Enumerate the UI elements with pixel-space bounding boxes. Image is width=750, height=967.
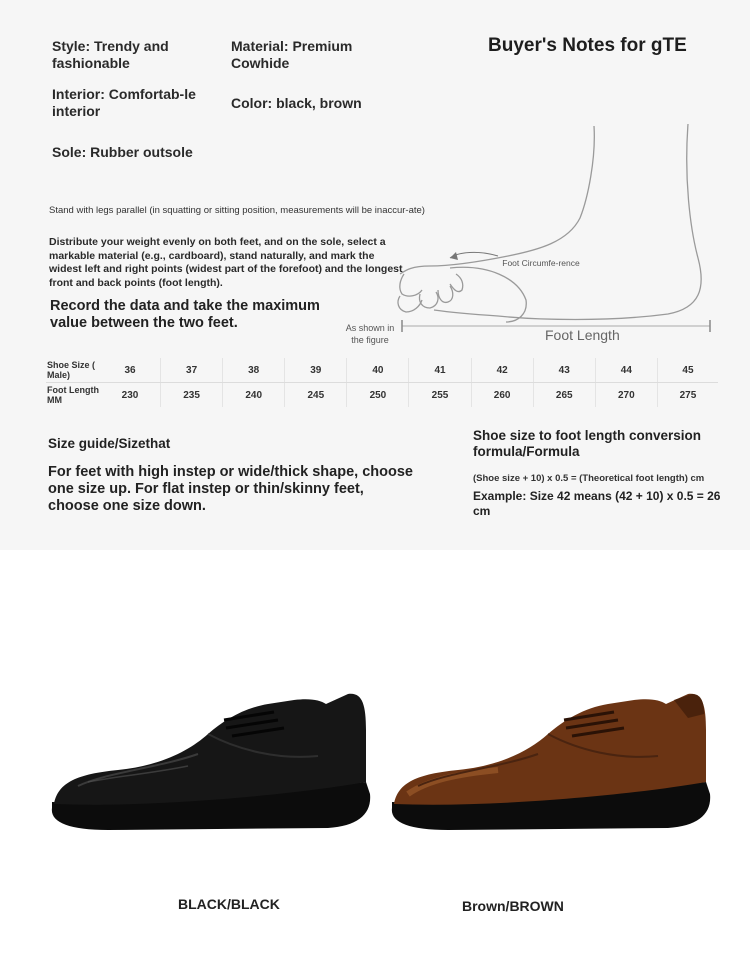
size-cell: 39	[285, 358, 347, 383]
size-cell: 38	[223, 358, 285, 383]
black-variant-label: BLACK/BLACK	[178, 896, 280, 912]
length-cell: 250	[347, 383, 409, 408]
size-cell: 45	[657, 358, 718, 383]
spec-material: Material: Premium Cowhide	[231, 38, 353, 71]
length-cell: 235	[161, 383, 223, 408]
formula-example: Example: Size 42 means (42 + 10) x 0.5 = 26 cm	[473, 489, 721, 518]
size-cell: 41	[409, 358, 471, 383]
brown-shoe-image	[388, 690, 718, 840]
arrow-head-icon	[450, 252, 458, 260]
foot-diagram	[338, 118, 718, 348]
page-title: Buyer's Notes for gTE	[488, 35, 687, 56]
instruction-marking: Distribute your weight evenly on both feet, and on the sole, select a markable material (e.g., cardboard), stand naturally, and mark the widest left and right points (widest part of the forefoot) and the longest front and back points (foot length).	[49, 236, 403, 289]
size-cell: 36	[100, 358, 161, 383]
size-table	[46, 358, 718, 407]
size-cell: 44	[595, 358, 657, 383]
spec-sole: Sole: Rubber outsole	[52, 144, 193, 160]
length-cell: 270	[595, 383, 657, 408]
length-cell: 230	[121, 389, 139, 401]
length-cell: 275	[657, 383, 718, 408]
length-cell: 265	[533, 383, 595, 408]
formula-heading: Shoe size to foot length conversion formula/Formula	[473, 428, 702, 459]
size-cell: 42	[471, 358, 533, 383]
spec-style: Style: Trendy and fashionable	[52, 38, 169, 71]
length-cell: 260	[471, 383, 533, 408]
size-cell: 37	[161, 358, 223, 383]
foot-outline	[398, 124, 701, 322]
foot-circumference-label: Foot Circumfe-rence	[502, 258, 580, 268]
foot-length-label: Foot Length	[545, 327, 620, 343]
size-guide-text: For feet with high instep or wide/thick shape, choose one size up. For flat instep or thin/skinny feet, choose one size down.	[48, 464, 413, 514]
table-row-sizes	[46, 358, 718, 383]
instruction-record: Record the data and take the maximum value between the two feet.	[50, 298, 320, 331]
length-cell: 245	[285, 383, 347, 408]
size-cell: 40	[347, 358, 409, 383]
instruction-stance: Stand with legs parallel (in squatting or sitting position, measurements will be inaccur-ate)	[49, 205, 425, 216]
row-label-size: Shoe Size ( Male)	[46, 358, 100, 383]
size-cell: 43	[533, 358, 595, 383]
spec-color: Color: black, brown	[231, 95, 362, 111]
black-shoe-image	[48, 690, 378, 840]
row-label-length: Foot Length MM	[47, 385, 99, 405]
length-cell: 240	[223, 383, 285, 408]
as-shown-label: As shown in the figure	[345, 323, 395, 345]
size-guide-heading: Size guide/Sizethat	[48, 436, 171, 451]
spec-interior: Interior: Comfortab-le interior	[52, 86, 196, 119]
brown-variant-label: Brown/BROWN	[462, 898, 564, 914]
formula-equation: (Shoe size + 10) x 0.5 = (Theoretical foot length) cm	[473, 473, 705, 484]
table-row-lengths	[46, 383, 718, 408]
length-cell: 255	[409, 383, 471, 408]
